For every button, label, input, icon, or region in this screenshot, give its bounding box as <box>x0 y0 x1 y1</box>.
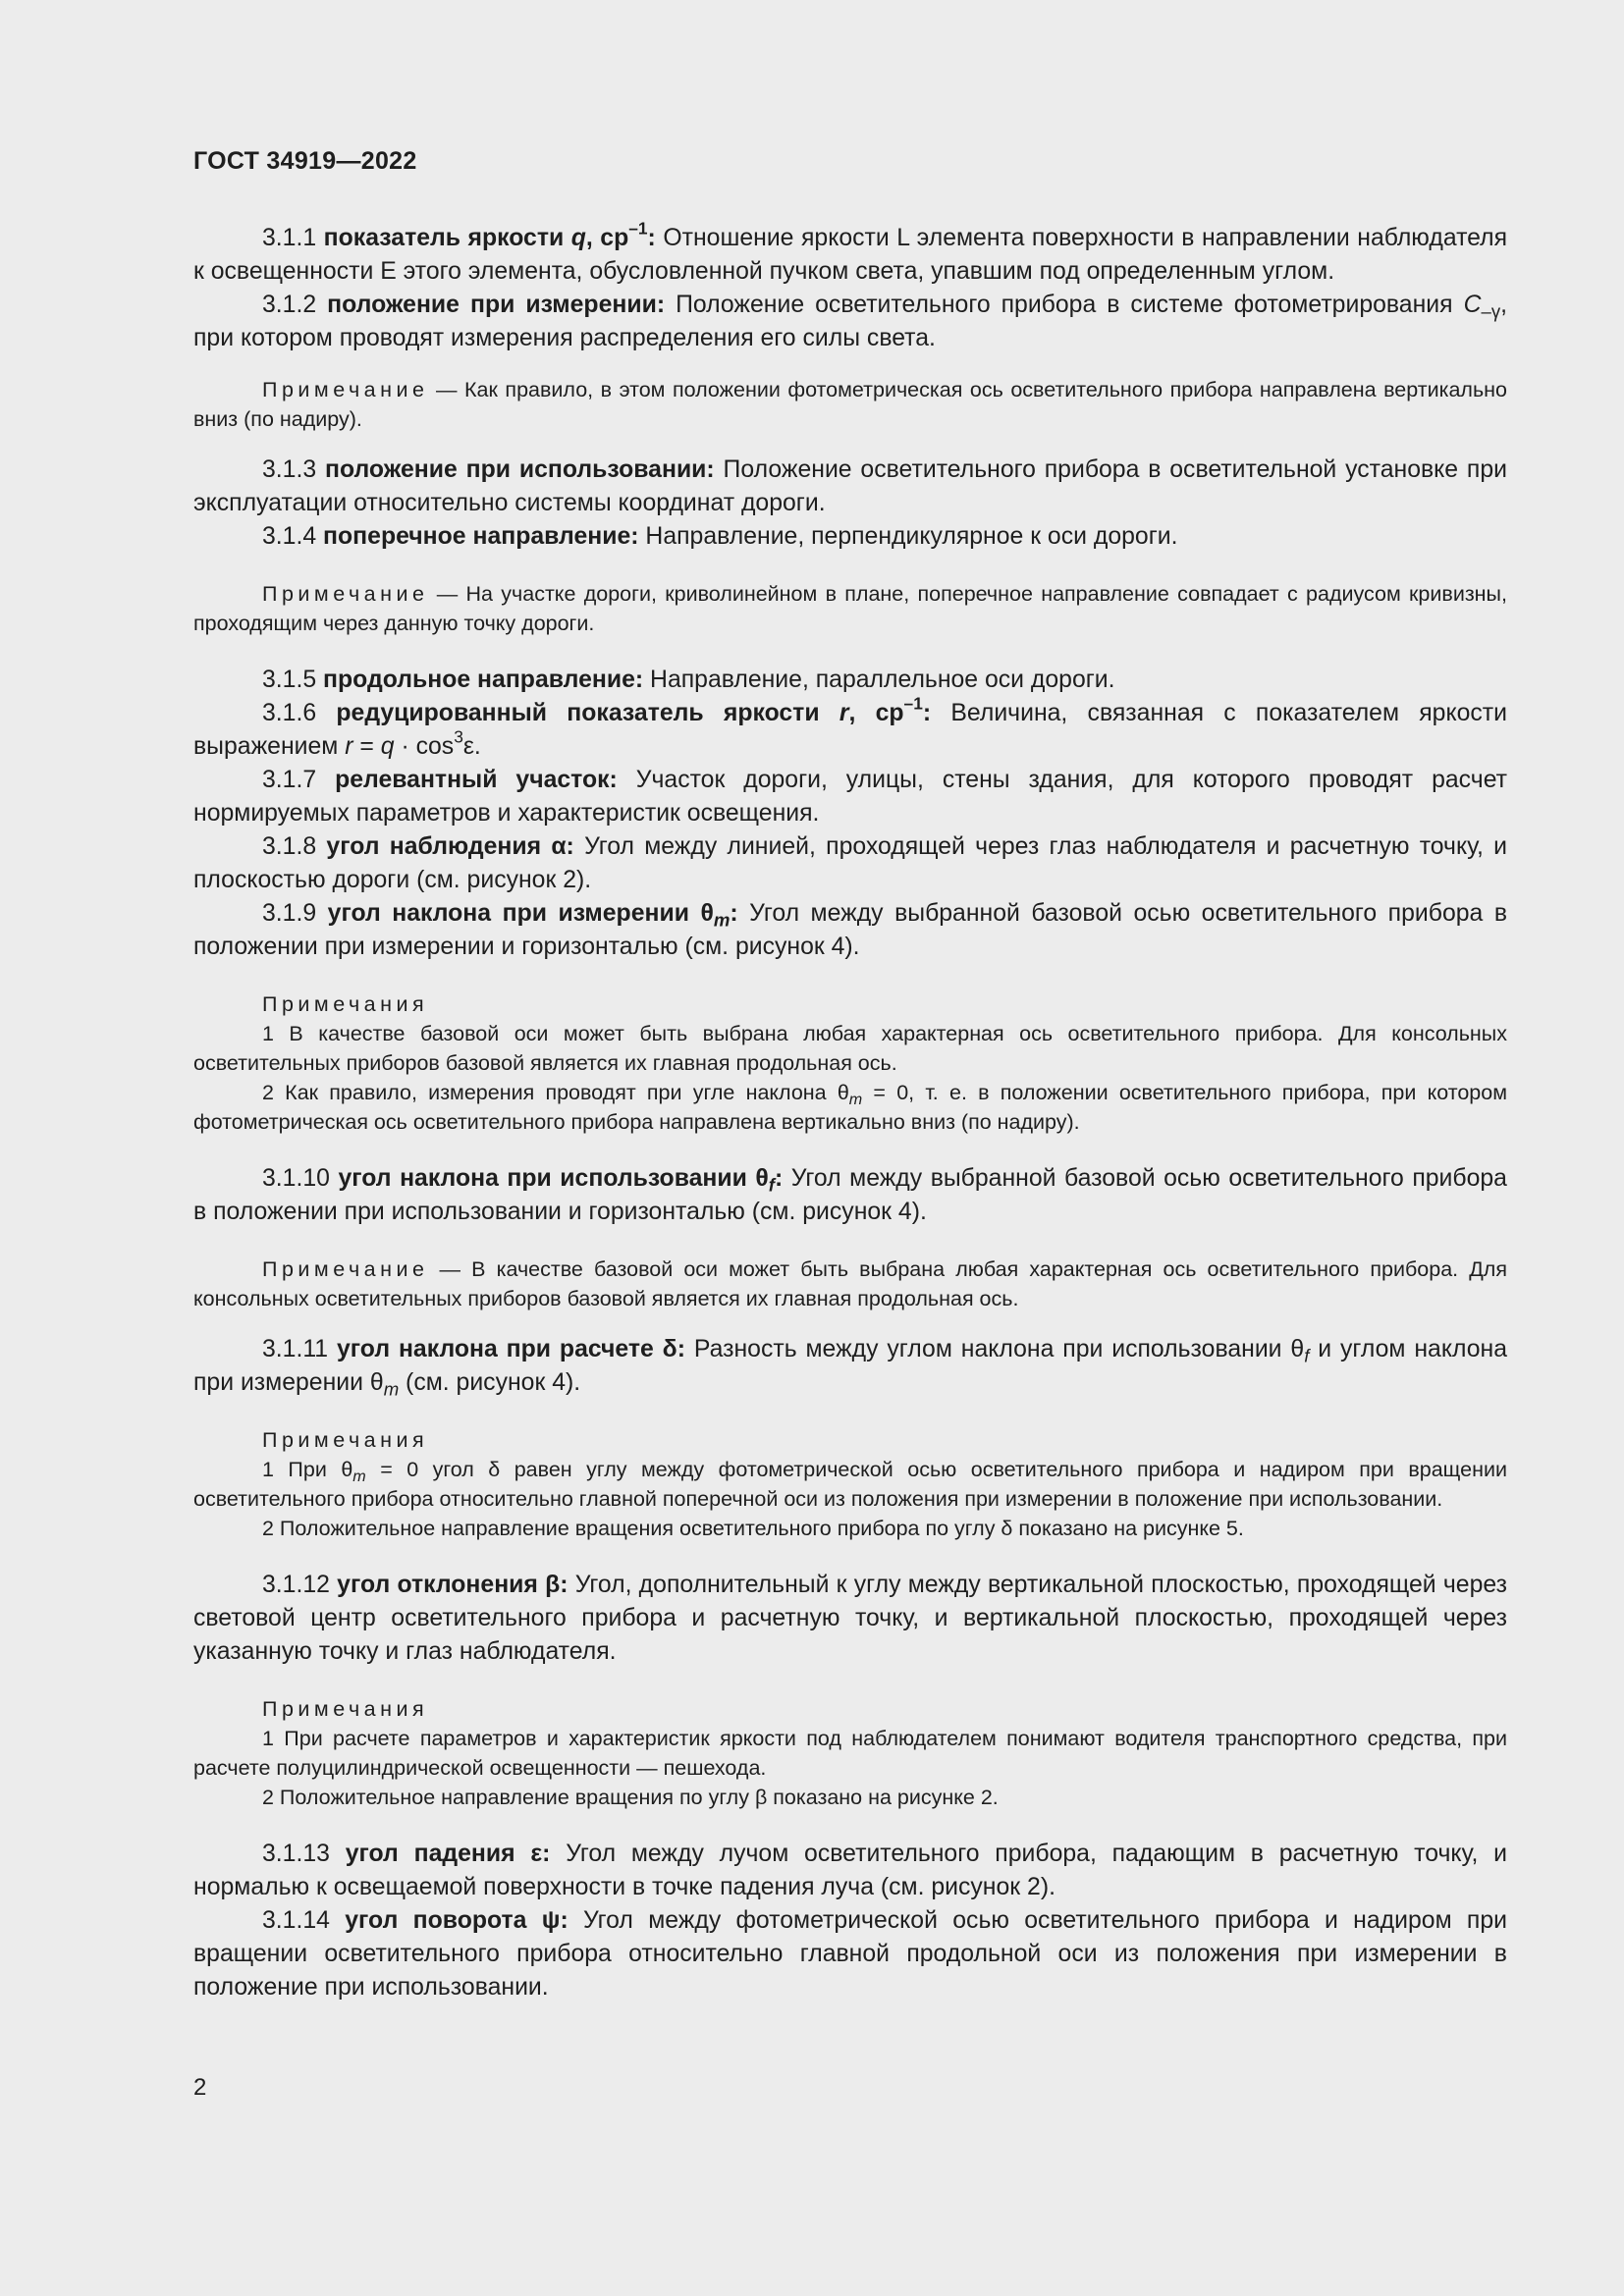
term-3-1-9 <box>193 897 1507 964</box>
term-3-1-10 <box>193 1162 1507 1229</box>
term-name: угол наклона при использовании $\theta_f$: <box>338 1165 784 1196</box>
term-name: релевантный участок: <box>335 767 618 793</box>
term-definition: Отношение яркости L элемента поверхности в направлении наблюдателя к освещенности E этого элемента, обусловленной пучком света, упавшим под определенным углом. <box>193 225 1508 285</box>
term-number: 3.1.12 <box>262 1572 338 1598</box>
document-header: ГОСТ 34919—2022 <box>193 147 417 175</box>
term-number: 3.1.13 <box>262 1841 346 1867</box>
term-3-1-11: 3.1.11 угол наклона при расчете δ: Разность между углом наклона при использовании $\theta_f$ и углом наклона при измерении $\theta_m$ (см. рисунок 4). <box>193 1336 1507 1400</box>
term-number: 3.1.11 <box>262 1336 337 1362</box>
term-3-1-13 <box>193 1838 1507 1904</box>
term-name: угол поворота ψ: <box>345 1907 568 1934</box>
note-text: — На участке дороги, криволинейном в плане, поперечное направление совпадает с радиусом кривизны, проходящим через данную точку дороги. <box>193 582 1507 635</box>
note-item: 2 Положительное направление вращения осветительного прибора по углу δ показано на рисунке 5. <box>262 1517 1244 1540</box>
term-3-1-4 <box>193 520 1507 554</box>
note-item: 1 В качестве базовой оси может быть выбрана любая характерная ось осветительного прибора. Для консольных осветительных приборов базовой является их главная продольная ось. <box>193 1022 1507 1075</box>
term-definition: Угол, дополнительный к углу между вертикальной плоскостью, проходящей через световой центр осветительного прибора и расчетную точку, и вертикальной плоскостью, проходящей через указанную точку и глаз наблюдателя. <box>193 1572 1507 1665</box>
term-definition: Угол между лучом осветительного прибора, падающим в расчетную точку, и нормалью к освещаемой поверхности в точке падения луча (см. рисунок 2). <box>193 1841 1507 1900</box>
term-3-1-12 <box>193 1569 1507 1669</box>
term-number: 3.1.8 <box>262 833 327 860</box>
term-definition: Участок дороги, улицы, стены здания, для которого проводят расчет нормируемых параметров и характеристик освещения. <box>193 767 1508 827</box>
formula-r: r <box>345 733 353 760</box>
term-name: показатель яркости q, $ср^{-1}$: <box>323 218 656 251</box>
term-definition: Направление, параллельное оси дороги. <box>643 667 1115 693</box>
term-number: 3.1.9 <box>262 900 328 927</box>
term-number: 3.1.7 <box>262 767 336 793</box>
formula-q: q <box>380 733 395 760</box>
note-item: 2 Как правило, измерения проводят при угле наклона $\theta_m = 0$, т. е. в положении осветительного прибора, при котором фотометрическая ось осветительного прибора направлена вертикально вниз (по надиру). <box>193 1081 1507 1134</box>
term-number: 3.1.3 <box>262 456 325 483</box>
term-name: поперечное направление: <box>323 523 639 550</box>
note-label: Примечание <box>262 582 429 606</box>
term-3-1-2: 3.1.2 положение при измерении: Положение осветительного прибора в системе фотометрирования $C_{-\gamma}$, при котором проводят измерения распределения его силы света. <box>193 292 1508 351</box>
term-name: продольное направление: <box>323 667 644 693</box>
term-name: угол наблюдения α: <box>326 833 574 860</box>
term-3-1-1 <box>193 218 1508 289</box>
note-label: Примечание <box>262 1257 429 1281</box>
term-3-1-3 <box>193 454 1507 520</box>
term-name: угол падения ε: <box>345 1841 551 1867</box>
term-number: 3.1.10 <box>262 1165 339 1192</box>
term-definition: Угол между линией, проходящей через глаз наблюдателя и расчетную точку, и плоскостью дороги (см. рисунок 2). <box>193 833 1507 893</box>
term-definition: Положение осветительного прибора в осветительной установке при эксплуатации относительно системы координат дороги. <box>193 456 1508 516</box>
document-page <box>193 0 1507 2296</box>
term-number: 3.1.5 <box>262 667 324 693</box>
term-3-1-8 <box>193 830 1507 897</box>
note-item: 1 При расчете параметров и характеристик яркости под наблюдателем понимают водителя транспортного средства, при расчете полуцилиндрической освещенности — пешехода. <box>193 1727 1507 1780</box>
term-number: 3.1.1 <box>262 225 324 251</box>
note-text: — В качестве базовой оси может быть выбрана любая характерная ось осветительного прибора. Для консольных осветительных приборов базовой является их главная продольная ось. <box>193 1257 1507 1310</box>
term-3-1-5 <box>193 664 1507 697</box>
note-label: Примечание <box>262 378 429 401</box>
note-3-1-2 <box>193 375 1507 434</box>
term-name: угол наклона при измерении $\theta_m$: <box>327 900 738 931</box>
notes-heading: Примечания <box>262 1697 429 1721</box>
term-definition: Угол между выбранной базовой осью осветительного прибора в положении при использовании и горизонталью (см. рисунок 4). <box>193 1165 1507 1225</box>
term-number: 3.1.14 <box>262 1907 346 1934</box>
term-number: 3.1.6 <box>262 700 337 726</box>
notes-heading: Примечания <box>262 992 429 1016</box>
term-definition: Угол между фотометрической осью осветительного прибора и надиром при вращении осветительного прибора относительно главной продольной оси из положения при измерении в положение при использовании. <box>193 1907 1507 2001</box>
notes-heading: Примечания <box>262 1428 429 1452</box>
note-text: — Как правило, в этом положении фотометрическая ось осветительного прибора направлена вертикально вниз (по надиру). <box>193 378 1507 431</box>
term-name: положение при использовании: <box>325 456 715 483</box>
term-name: угол наклона при расчете δ: <box>337 1336 685 1362</box>
note-item: 1 При $\theta_m = 0$ угол δ равен углу между фотометрической осью осветительного прибора и надиром при вращении осветительного прибора относительно главной поперечной оси из положения при измерении в положение при использовании. <box>193 1458 1507 1511</box>
term-name: положение при измерении: <box>327 292 666 318</box>
term-3-1-14 <box>193 1904 1507 2004</box>
term-definition: Угол между выбранной базовой осью осветительного прибора в положении при измерении и горизонталью (см. рисунок 4). <box>193 900 1507 960</box>
term-3-1-6: 3.1.6 редуцированный показатель яркости r, $ср^{-1}$: Величина, связанная с показателем яркости выражением $r = q \cdot \cos^3\varepsilon$. <box>193 693 1508 760</box>
page-number: 2 <box>193 2074 207 2101</box>
term-name: редуцированный показатель яркости r, $ср^{-1}$: <box>336 693 932 726</box>
term-definition: Направление, перпендикулярное к оси дороги. <box>638 523 1178 550</box>
term-3-1-7 <box>193 764 1507 830</box>
term-number: 3.1.4 <box>262 523 324 550</box>
term-definition: Положение осветительного прибора в системе фотометрирования <box>665 292 1464 318</box>
term-definition: Разность между углом наклона при использовании θ <box>684 1336 1305 1362</box>
note-item: 2 Положительное направление вращения по углу β показано на рисунке 2. <box>262 1786 999 1809</box>
note-3-1-10 <box>193 1255 1507 1313</box>
term-name: угол отклонения β: <box>337 1572 568 1598</box>
term-definition: Величина, связанная с показателем яркости выражением <box>193 700 1508 760</box>
document-body <box>193 218 1508 2004</box>
term-number: 3.1.2 <box>262 292 328 318</box>
note-3-1-4 <box>193 579 1507 638</box>
